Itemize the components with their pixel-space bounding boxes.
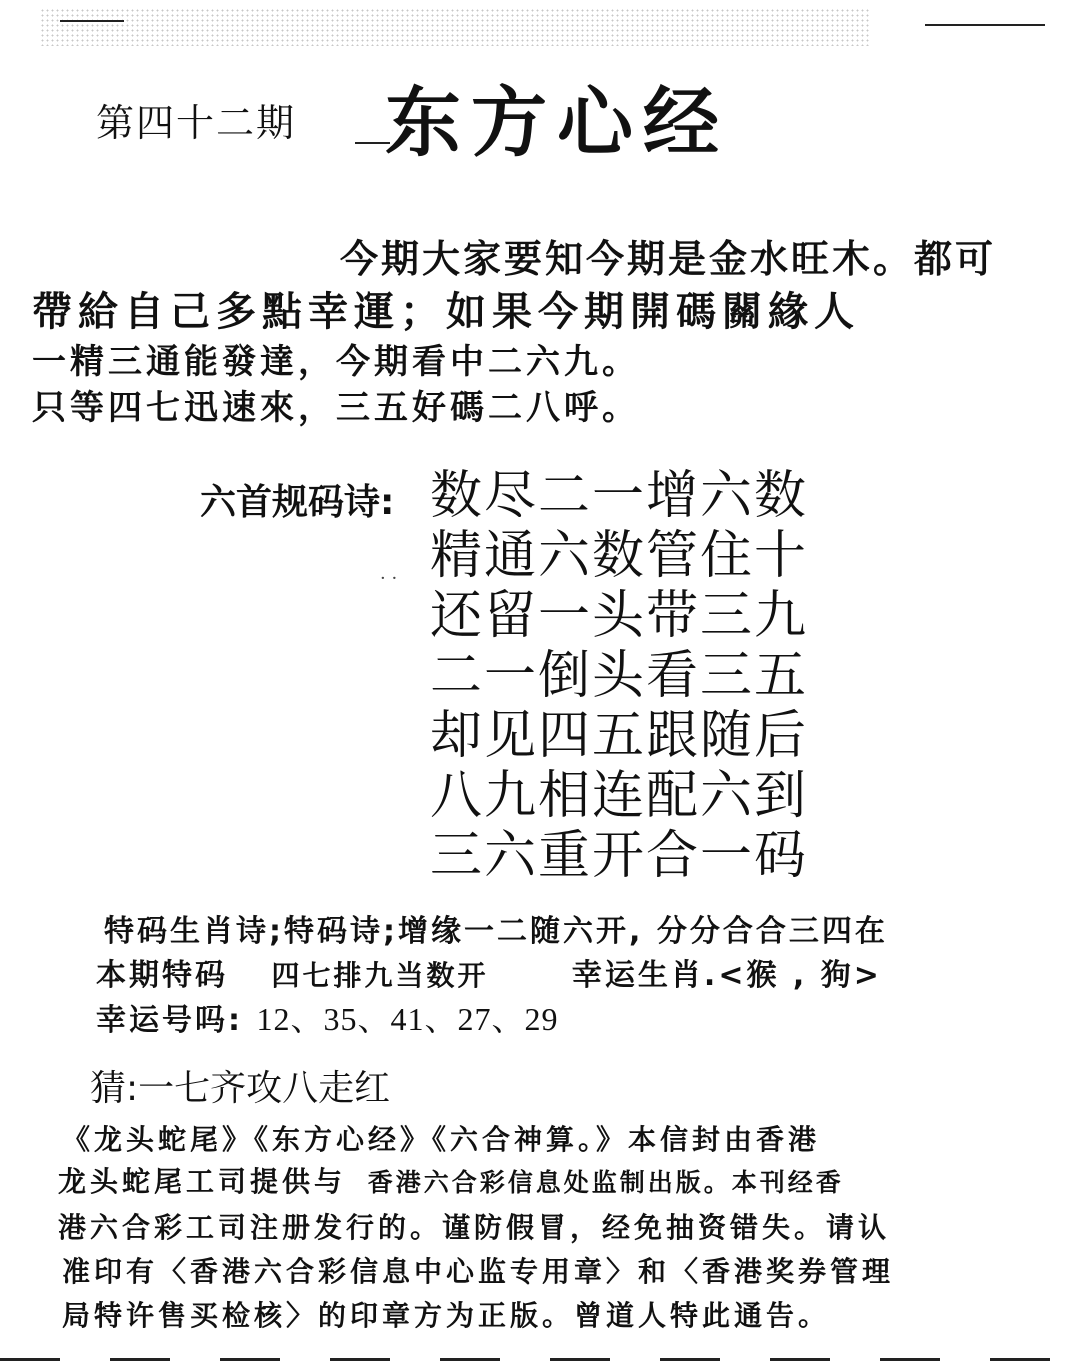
poem-block — [430, 466, 808, 886]
footer-line-2-a: 龙头蛇尾工司提供与 — [58, 1165, 347, 1198]
lucky-numbers-line — [96, 994, 558, 1040]
intro-line-4: 只等四七迅速來，三五好碼二八呼。 — [32, 388, 640, 428]
footer-line-4: 准印有〈香港六合彩信息中心监专用章〉和〈香港奖券管理 — [62, 1255, 895, 1288]
poem-line: 数尽二一增六数 — [430, 466, 809, 526]
guess-line: 猜:一七齐攻八走红 — [90, 1068, 391, 1109]
footer-line-3: 港六合彩工司注册发行的。谨防假冒，经免抽资错失。请认 — [58, 1211, 891, 1244]
poem-line: 精通六数管住十 — [430, 526, 809, 586]
footer-line-1: 《龙头蛇尾》《东方心经》《六合神算。》本信封由香港 — [62, 1123, 821, 1156]
poem-line: 二一倒头看三五 — [430, 646, 809, 706]
scan-dots: · · — [380, 568, 398, 589]
footer-line-5: 局特许售买检核〉的印章方为正版。曾道人特此通告。 — [62, 1299, 831, 1332]
page-title: 东方心经 — [385, 78, 729, 167]
special-code-line — [96, 950, 882, 994]
footer-line-2 — [58, 1160, 844, 1200]
top-rule-right — [925, 24, 1045, 26]
scan-noise-top — [40, 8, 870, 46]
lucky-numbers: 12、35、41、27、29 — [256, 1001, 559, 1037]
poem-line: 却见四五跟随后 — [430, 706, 809, 766]
poem-label: 六首规码诗: — [200, 482, 395, 523]
lucky-numbers-label: 幸运号吗: — [96, 1003, 243, 1038]
issue-number: 第四十二期 — [96, 101, 297, 145]
intro-line-2: 帶給自己多點幸運；如果今期開碼關緣人 — [32, 289, 860, 335]
bottom-rule — [0, 1358, 1080, 1361]
intro-line-1: 今期大家要知今期是金水旺木。都可 — [340, 237, 997, 281]
poem-line: 三六重开合一码 — [430, 826, 809, 886]
footer-line-2-b: 香港六合彩信息处监制出版。本刊经香 — [367, 1168, 844, 1197]
lucky-zodiac: 幸运生肖.<猴 , 狗> — [571, 958, 882, 993]
poem-line: 八九相连配六到 — [430, 766, 809, 826]
special-code-text: 四七排九当数开 — [271, 959, 489, 992]
special-code-label: 本期特码 — [96, 958, 228, 993]
special-poem-line: 特码生肖诗;特码诗;增缘一二随六开, 分分合合三四在 — [104, 914, 888, 949]
intro-line-3: 一精三通能發達，今期看中二六九。 — [32, 342, 640, 382]
top-rule-left — [60, 20, 124, 22]
poem-line: 还留一头带三九 — [430, 586, 809, 646]
